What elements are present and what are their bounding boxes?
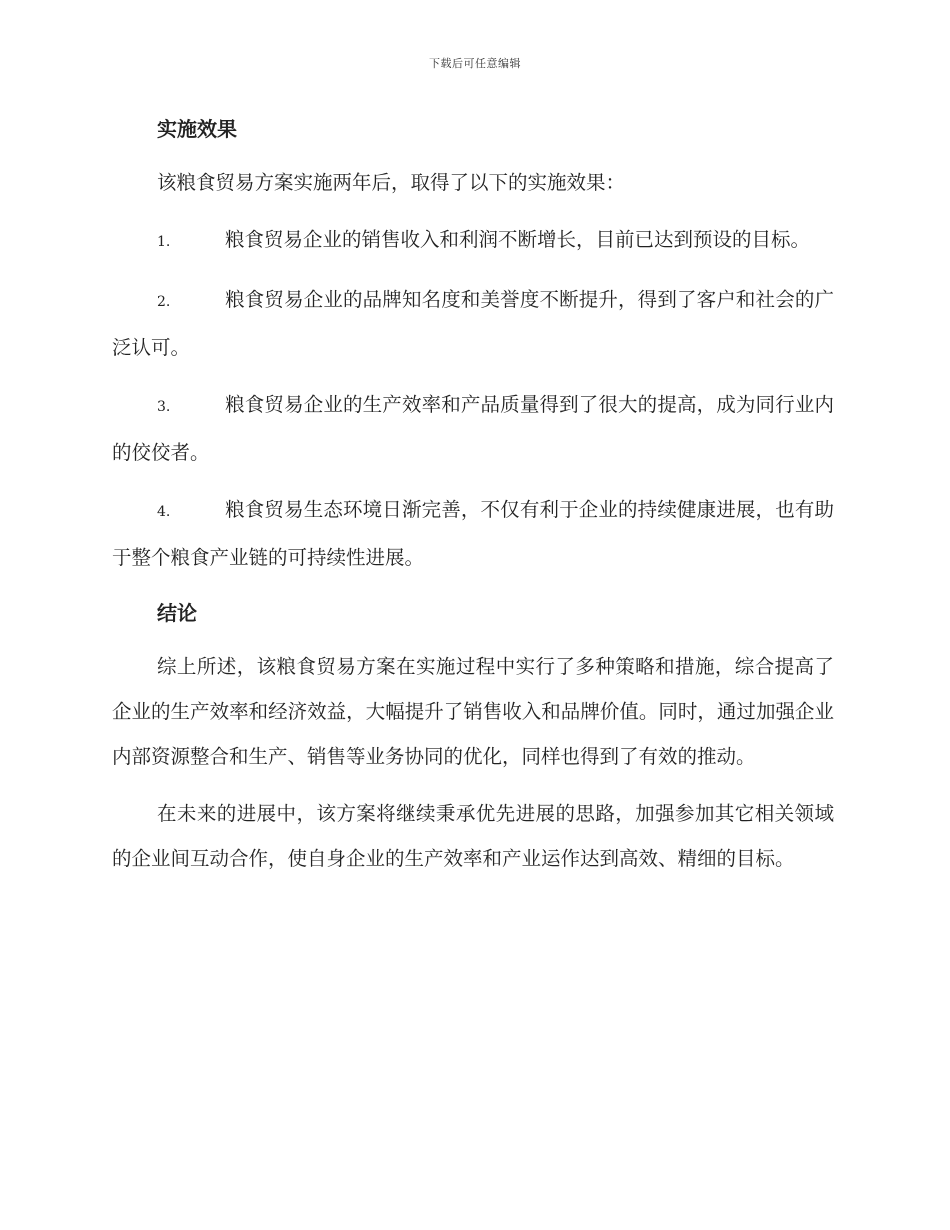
list-item-text: 粮食贸易企业的销售收入和利润不断增长，目前已达到预设的目标。 (225, 228, 811, 251)
list-item-number: 4. (157, 504, 171, 520)
conclusion-paragraph: 在未来的进展中，该方案将继续秉承优先进展的思路，加强参加其它相关领域的企业间互动合作，使自身企业的生产效率和产业运作达到高效、精细的目标。 (112, 802, 834, 870)
header-note: 下载后可任意编辑 (429, 57, 521, 70)
list-item-text: 粮食贸易企业的品牌知名度和美誉度不断提升，得到了客户和社会的广泛认可。 (112, 288, 834, 359)
document-body (112, 110, 834, 881)
effects-intro-paragraph: 该粮食贸易方案实施两年后，取得了以下的实施效果： (157, 171, 626, 194)
list-item-number: 2. (157, 294, 171, 310)
section-heading-conclusion: 结论 (157, 601, 197, 625)
list-item (112, 277, 834, 370)
list-item-text: 粮食贸易企业的生产效率和产品质量得到了很大的提高，成为同行业内的佼佼者。 (112, 393, 834, 464)
list-item-number: 1. (157, 234, 171, 250)
list-item-number: 3. (157, 399, 171, 415)
list-item (112, 487, 834, 580)
list-item (112, 217, 834, 265)
section-heading-effects: 实施效果 (157, 117, 237, 141)
list-item (112, 382, 834, 475)
conclusion-paragraph: 综上所述，该粮食贸易方案在实施过程中实行了多种策略和措施，综合提高了企业的生产效率和经济效益，大幅提升了销售收入和品牌价值。同时，通过加强企业内部资源整合和生产、销售等业务协同的优化，同样也得到了有效的推动。 (112, 655, 834, 768)
list-item-text: 粮食贸易生态环境日渐完善，不仅有利于企业的持续健康进展，也有助于整个粮食产业链的可持续性进展。 (112, 498, 834, 569)
